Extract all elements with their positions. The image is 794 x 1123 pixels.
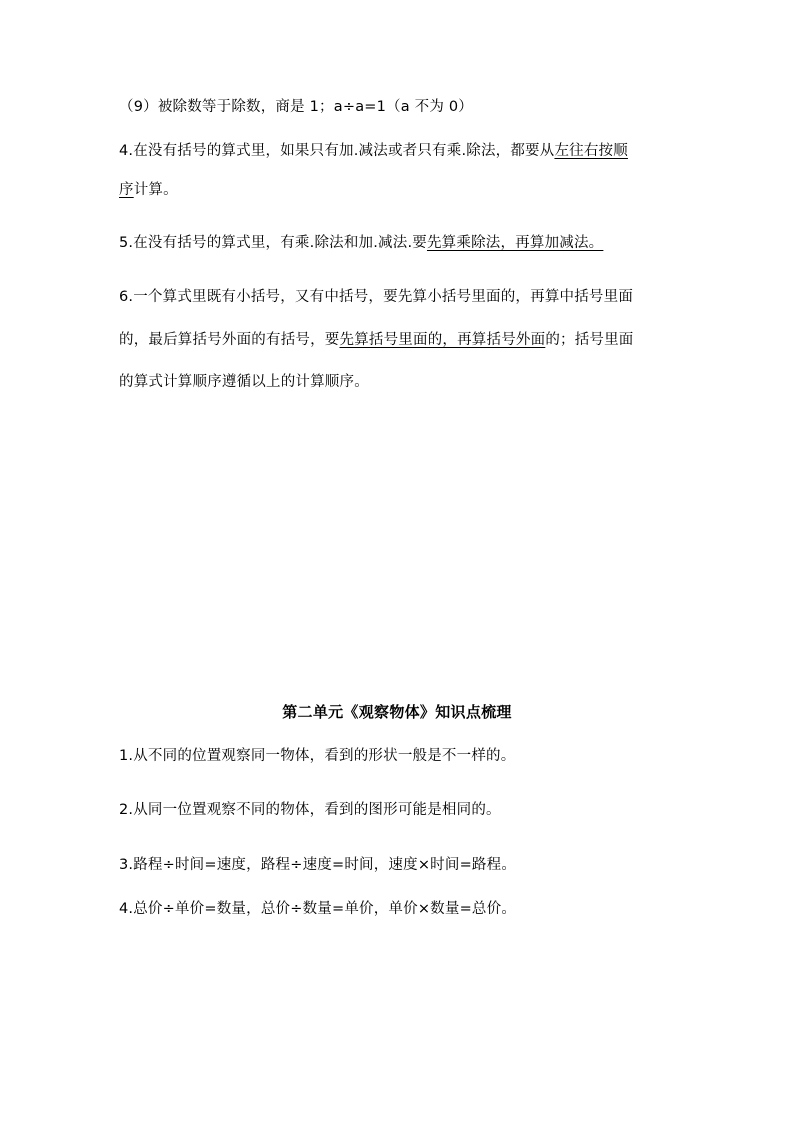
rule-6-line-3-text: 的算式计算顺序遵循以上的计算顺序。 [119,374,369,390]
rule-6-line-3 [119,372,369,392]
rule-6-line-2-tail: 的；括号里面 [545,332,634,348]
section-2-item-2: 2.从同一位置观察不同的物体，看到的图形可能是相同的。 [119,802,501,818]
rule-4-line-1 [119,141,628,161]
item-9-text: （9）被除数等于除数，商是 1；a÷a=1（a 不为 0） [119,99,473,115]
section-2-title: 第二单元《观察物体》知识点梳理 [282,703,512,721]
rule-4-line-2 [119,180,178,200]
item-9-line [119,97,473,117]
rule-4-tail: 计算。 [133,182,178,198]
rule-6-line-2 [119,330,634,350]
rule-5-underline: 先算乘除法，再算加减法。 [426,235,604,251]
rule-5-lead: 5.在没有括号的算式里，有乘.除法和加.减法.要 [119,235,427,251]
rule-6-line-1-text: 6.一个算式里既有小括号，又有中括号，要先算小括号里面的，再算中括号里面 [119,289,634,305]
rule-4-underline-b: 序 [119,182,134,198]
rule-6-line-1 [119,287,633,307]
rule-6-line-2-lead: 的，最后算括号外面的有括号，要 [119,332,340,348]
rule-4-underline-a: 左往右按顺 [554,143,628,159]
section-2-item-4: 4.总价÷单价=数量，总价÷数量=单价，单价×数量=总价。 [119,901,517,917]
rule-6-underline: 先算括号里面的，再算括号外面 [339,332,546,348]
rule-5-line [119,233,603,253]
section-2-item-1: 1.从不同的位置观察同一物体，看到的形状一般是不一样的。 [119,748,516,764]
section-2-item-3: 3.路程÷时间=速度，路程÷速度=时间，速度×时间=路程。 [119,857,517,873]
rule-4-lead: 4.在没有括号的算式里，如果只有加.减法或者只有乘.除法，都要从 [119,143,555,159]
